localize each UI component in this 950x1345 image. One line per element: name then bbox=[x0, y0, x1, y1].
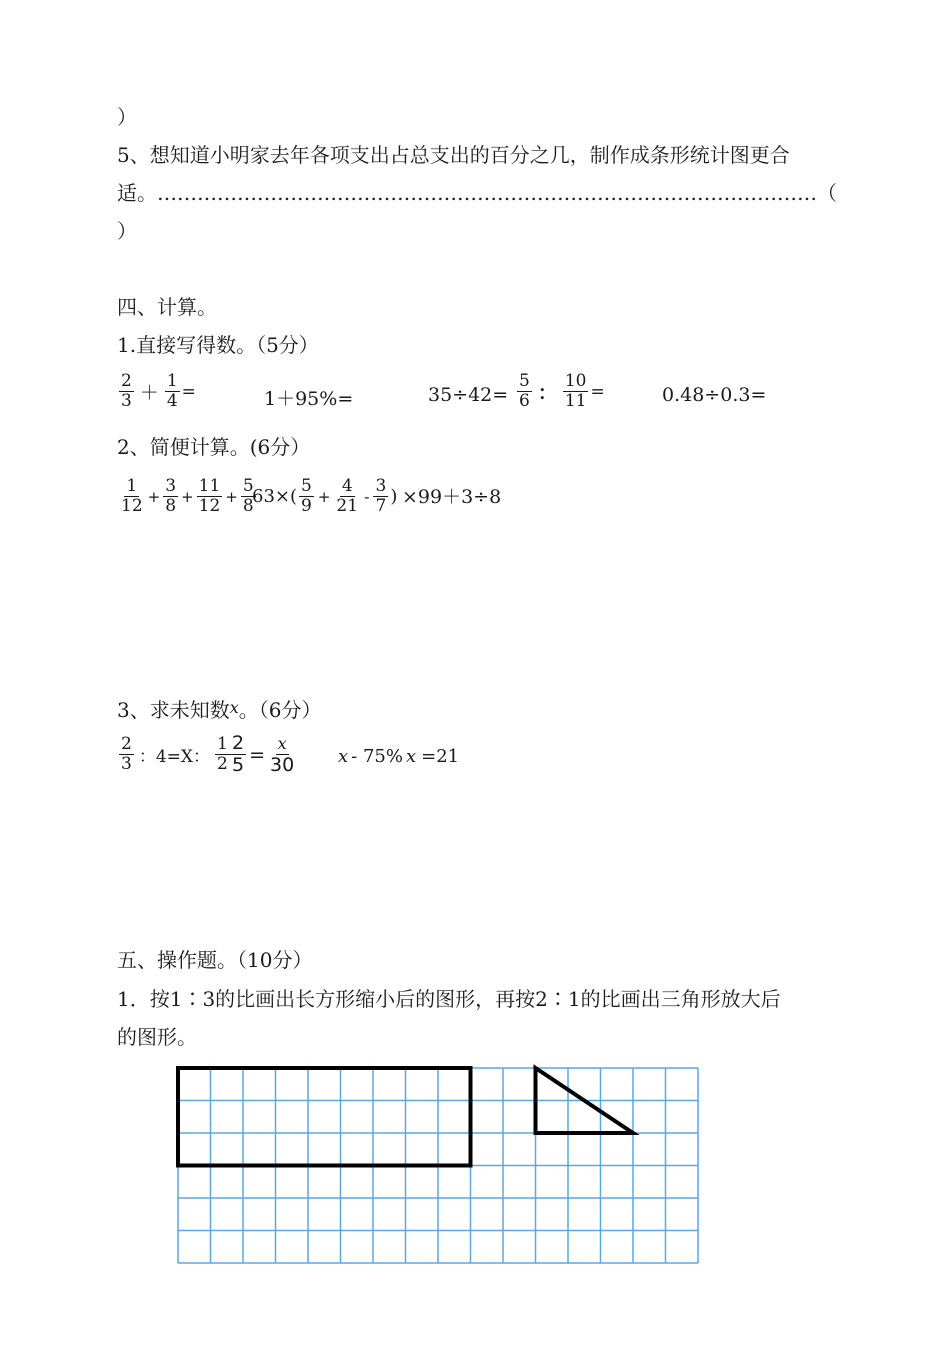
fraction: $\frac{1}{4}$ bbox=[166, 371, 178, 411]
fraction: $\frac{1}{2}$ bbox=[217, 734, 228, 774]
p1-expr1 bbox=[117, 372, 196, 411]
equals: = bbox=[249, 743, 266, 766]
section5-title: 五、操作题。（10分） bbox=[117, 948, 313, 972]
fraction: $\frac{1}{12}$ bbox=[121, 476, 143, 516]
operator: + bbox=[317, 487, 331, 506]
prefix: 63×( bbox=[252, 486, 298, 507]
section4-title: 四、计算。 bbox=[117, 295, 217, 319]
p3-expr1 bbox=[117, 735, 232, 774]
fraction: $\frac{2}{3}$ bbox=[121, 734, 132, 774]
fraction: $\frac{5}{9}$ bbox=[301, 476, 312, 516]
grid-figure bbox=[170, 1060, 710, 1270]
part2-title: 2、简便计算。(6分） bbox=[117, 435, 311, 459]
prev-close-paren: ） bbox=[117, 105, 137, 129]
fraction: $\frac{10}{11}$ bbox=[564, 371, 587, 411]
operator: ＋ bbox=[139, 382, 159, 404]
operator: + bbox=[181, 487, 194, 506]
fraction: $\frac{x}{30}$ bbox=[270, 734, 295, 776]
q1-line1: 1．按1∶3的比画出长方形缩小后的图形，再按2∶1的比画出三角形放大后 bbox=[117, 987, 781, 1011]
var-x: x bbox=[338, 746, 349, 767]
equals: = bbox=[590, 381, 605, 402]
operator: - bbox=[364, 487, 370, 506]
minus-percent: - 75% bbox=[351, 746, 403, 767]
p1-expr3: 35÷42= bbox=[428, 384, 509, 406]
fraction: $\frac{5}{6}$ bbox=[519, 371, 530, 411]
fraction: $\frac{5}{8}$ bbox=[242, 476, 254, 516]
fraction: $\frac{11}{12}$ bbox=[198, 476, 221, 516]
equals: = bbox=[181, 381, 196, 402]
p3-expr2 bbox=[228, 733, 298, 776]
rectangle-shape bbox=[178, 1068, 471, 1166]
p2-expr3: ×99＋3÷8 bbox=[402, 486, 502, 508]
p3-expr3 bbox=[338, 746, 459, 767]
ratio-sign: ： bbox=[537, 382, 557, 404]
var-x: x bbox=[405, 746, 417, 767]
p2-expr2 bbox=[252, 477, 397, 516]
fraction: $\frac{3}{8}$ bbox=[165, 476, 177, 516]
q5-text: 5、想知道小明家去年各项支出占总支出的百分之几，制作成条形统计图更合 bbox=[117, 143, 790, 167]
fraction: $\frac{2}{3}$ bbox=[121, 371, 132, 411]
p1-expr2: 1＋95%= bbox=[264, 388, 354, 410]
p2-expr1 bbox=[117, 477, 258, 516]
close-paren: ) bbox=[390, 486, 398, 507]
p1-expr5: 0.48÷0.3= bbox=[662, 384, 767, 406]
part3-title bbox=[117, 695, 322, 723]
p1-expr4 bbox=[515, 372, 605, 411]
fraction: $\frac{4}{21}$ bbox=[336, 476, 359, 516]
part3-title-a: 3、求未知数 bbox=[117, 698, 230, 722]
fraction: $\frac{3}{7}$ bbox=[375, 476, 387, 516]
part1-title: 1.直接写得数。（5分） bbox=[117, 333, 319, 357]
rhs: =21 bbox=[421, 746, 460, 767]
ratio-text: ：4=X： bbox=[138, 747, 210, 767]
q1-line2: 的图形。 bbox=[117, 1025, 197, 1049]
operator: + bbox=[225, 487, 238, 506]
q5-cont: 适。………………………………………………………………………………………（ bbox=[117, 181, 837, 205]
unknown-x: x bbox=[229, 698, 239, 717]
fraction: $\frac{2}{5}$ bbox=[232, 732, 245, 776]
operator: + bbox=[147, 487, 161, 506]
part3-title-b: 。（6分） bbox=[238, 698, 322, 722]
q5-close: ） bbox=[117, 219, 137, 243]
